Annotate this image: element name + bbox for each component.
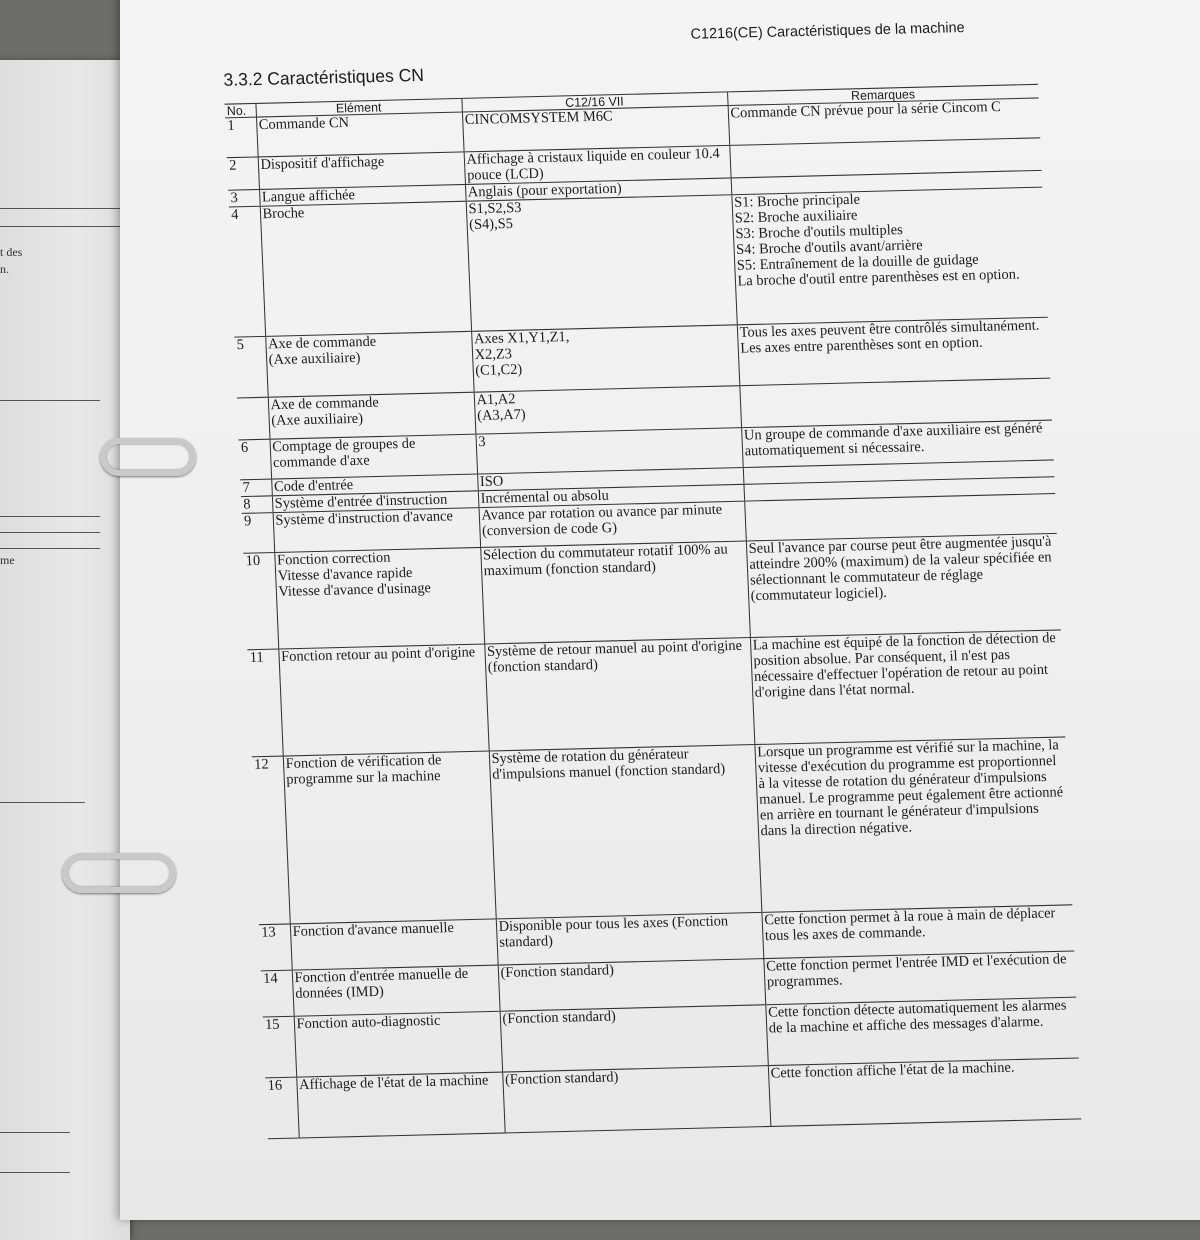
- cell-remarks: Seul l'avance par course peut être augmentée jusqu'à atteindre 200% (maximum) de la valeur spécifiée en sélectionnant le commutateur de réglage (commutateur logiciel).: [746, 533, 1061, 637]
- left-page-rule: [0, 532, 100, 533]
- cell-element: Fonction auto-diagnostic: [294, 1011, 502, 1077]
- cell-no: 7: [240, 479, 272, 497]
- cell-element: Comptage de groupes de commande d'axe: [269, 434, 477, 479]
- cell-element: Axe de commande (Axe auxiliaire): [265, 331, 473, 397]
- cell-no: 2: [227, 157, 259, 190]
- cell-no: 14: [261, 970, 294, 1017]
- cell-value: Axes X1,Y1,Z1, X2,Z3 (C1,C2): [471, 325, 739, 392]
- cell-no: 9: [242, 513, 275, 554]
- binder-ring: [62, 853, 176, 893]
- left-page-rule: [0, 226, 120, 227]
- left-page-rule: [0, 1172, 70, 1173]
- cell-value: (Fonction standard): [498, 959, 766, 1012]
- cell-no: 1: [225, 117, 258, 158]
- cell-no: 15: [263, 1016, 296, 1078]
- cell-element: Code d'entrée: [271, 474, 478, 496]
- cell-remarks: Tous les axes peuvent être contrôlés simultanément. Les axes entre parenthèses sont en option.: [737, 317, 1051, 385]
- cell-no: 5: [234, 336, 267, 398]
- cell-value: Système de retour manuel au point d'origine (fonction standard): [484, 638, 754, 752]
- cell-value: Incrémental ou absolu: [478, 484, 744, 507]
- cell-element: Fonction d'avance manuelle: [290, 919, 498, 970]
- cell-element: Axe de commande (Axe auxiliaire): [268, 392, 476, 439]
- specifications-table: [224, 84, 1081, 1139]
- cell-element: Dispositif d'affichage: [258, 152, 465, 190]
- cell-value: A1,A2 (A3,A7): [474, 386, 741, 434]
- column-header-remarks: Remarques: [727, 84, 1039, 105]
- cell-remarks: Lorsque un programme est vérifié sur la machine, la vitesse d'exécution du programme est proportionnel à la vitesse de rotation du générateur d'impulsions manuel. Le programme peut également être actionné en arrière en tournant le générateur d'impulsions dans la direction négative.: [754, 737, 1072, 912]
- cell-value: Système de rotation du générateur d'impulsions manuel (fonction standard): [489, 745, 762, 919]
- left-page-rule: [0, 516, 100, 517]
- cell-element: Commande CN: [256, 112, 464, 157]
- cell-value: Disponible pour tous les axes (Fonction standard): [496, 912, 764, 965]
- cell-no: 10: [243, 553, 278, 650]
- left-page-rule: [0, 208, 120, 209]
- cell-value: ISO: [477, 468, 743, 491]
- cell-value: Affichage à cristaux liquide en couleur 10.4 pouce (LCD): [464, 145, 731, 184]
- cell-element: Système d'entrée d'instruction: [272, 491, 479, 513]
- cell-no: 12: [252, 756, 290, 925]
- left-page-rule: [0, 802, 85, 803]
- document-content: [223, 18, 1067, 1095]
- document-header: C1216(CE) Caractéristiques de la machine: [690, 18, 965, 42]
- cell-element: Fonction d'entrée manuelle de données (IMD): [292, 965, 500, 1016]
- cell-element: Fonction de vérification de programme sur la machine: [283, 751, 496, 924]
- left-page-fragment: n.: [0, 262, 9, 276]
- left-page-rule: [0, 548, 100, 549]
- left-page-fragment: me: [0, 553, 15, 567]
- left-page-rule: [0, 1132, 70, 1133]
- left-page-rule: [0, 400, 100, 401]
- cell-element: Fonction correction Vitesse d'avance rapide Vitesse d'avance d'usinage: [274, 547, 484, 649]
- binder-ring: [100, 438, 196, 476]
- table-row: [247, 630, 1065, 757]
- cell-no: [237, 397, 270, 440]
- column-header-no: No.: [225, 103, 256, 117]
- cell-remarks: Cette fonction permet l'entrée IMD et l'exécution de programmes.: [763, 951, 1076, 1005]
- table-row: [229, 187, 1048, 337]
- cell-no: 13: [259, 924, 292, 971]
- cell-element: Langue affichée: [259, 184, 466, 206]
- cell-value: Sélection du commutateur rotatif 100% au maximum (fonction standard): [480, 541, 750, 644]
- cell-remarks: Cette fonction permet à la roue à main de déplacer tous les axes de commande.: [761, 905, 1074, 959]
- column-header-element: Elément: [255, 98, 462, 117]
- cell-element: Broche: [260, 201, 471, 336]
- cell-value: CINCOMSYSTEM M6C: [462, 106, 729, 152]
- cell-element: Système d'instruction d'avance: [273, 508, 481, 553]
- cell-remarks: Commande CN prévue pour la série Cincom C: [728, 98, 1041, 145]
- cell-remarks: S1: Broche principale S2: Broche auxiliaire S3: Broche d'outils multiples S4: Broche d'outils avant/arrière S5: Entraînement de la douille de guidage La broche d'outil entre parenthèses est en option.: [731, 187, 1047, 325]
- cell-no: 3: [228, 189, 260, 207]
- cell-no: 11: [247, 649, 282, 757]
- cell-value: Anglais (pour exportation): [465, 178, 731, 201]
- cell-remarks: Cette fonction affiche l'état de la machine.: [768, 1058, 1082, 1126]
- cell-remarks: Un groupe de commande d'axe auxiliaire est généré automatiquement si nécessaire.: [741, 420, 1054, 467]
- document-sheet: [120, 0, 1200, 1220]
- cell-element: Fonction retour au point d'origine: [278, 644, 488, 756]
- cell-no: 4: [229, 206, 265, 337]
- cell-remarks: Cette fonction détecte automatiquement les alarmes de la machine et affiche des messages d'alarme.: [765, 997, 1079, 1065]
- section-title: 3.3.2 Caractéristiques CN: [223, 65, 425, 91]
- table-body: [225, 98, 1081, 1139]
- cell-no: 6: [239, 439, 272, 480]
- table-row: [252, 737, 1072, 925]
- cell-remarks: La machine est équipé de la fonction de détection de position absolue. Par conséquent, il n'est pas nécessaire d'effectuer l'opération de retour au point d'origine dans l'état normal.: [750, 630, 1065, 745]
- cell-value: (Fonction standard): [500, 1005, 768, 1072]
- left-page: [0, 60, 130, 1240]
- cell-no: 16: [265, 1077, 298, 1139]
- cell-value: Avance par rotation ou avance par minute (conversion de code G): [478, 501, 745, 547]
- column-header-c1216: C12/16 VII: [461, 92, 727, 112]
- cell-value: (Fonction standard): [502, 1066, 770, 1133]
- cell-no: 8: [241, 496, 273, 514]
- cell-value: S1,S2,S3 (S4),S5: [466, 195, 737, 332]
- left-page-fragment: t des: [0, 245, 23, 259]
- cell-element: Affichage de l'état de la machine: [296, 1072, 504, 1138]
- cell-value: 3: [475, 428, 742, 474]
